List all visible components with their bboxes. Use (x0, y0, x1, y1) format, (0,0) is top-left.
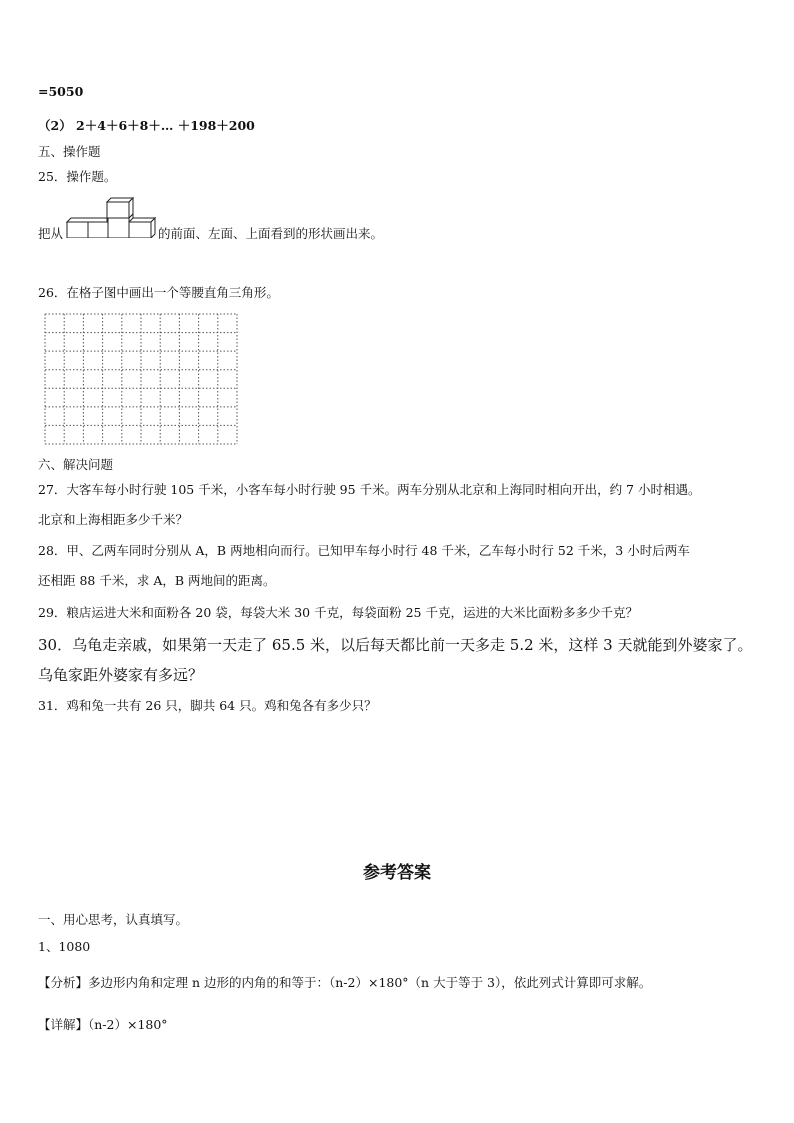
question-25-text-start: 把从 (38, 226, 64, 241)
cube-stack-figure (66, 192, 158, 238)
question-25-text-end: 的前面、左面、上面看到的形状画出来。 (158, 226, 384, 241)
sum-expression: （2） 2＋4＋6＋8＋… ＋198＋200 (38, 118, 255, 133)
section-heading-operation: 五、操作题 (38, 144, 101, 159)
answers-section-heading: 一、用心思考，认真填写。 (38, 912, 189, 927)
question-28: 28．甲、乙两车同时分别从 A，B 两地相向而行。已知甲车每小时行 48 千米，乙车每小时行 52 千米，3 小时后两车 (38, 543, 690, 558)
section-heading-problems: 六、解决问题 (38, 457, 114, 472)
question-26: 26．在格子图中画出一个等腰直角三角形。 (38, 285, 279, 300)
answer-1-analysis: 【分析】多边形内角和定理 n 边形的内角的和等于：（n-2）×180°（n 大于等于 3），依此列式计算即可求解。 (38, 975, 652, 990)
answer-1-detail: 【详解】（n-2）×180° (38, 1017, 168, 1032)
question-27: 27．大客车每小时行驶 105 千米，小客车每小时行驶 95 千米。两车分别从北京和上海同时相向开出，约 7 小时相遇。 (38, 482, 701, 497)
answers-title: 参考答案 (363, 863, 431, 883)
question-25: 25．操作题。 (38, 169, 117, 184)
question-28-continued: 还相距 88 千米，求 A，B 两地间的距离。 (38, 573, 276, 588)
question-30-continued: 乌龟家距外婆家有多远？ (38, 666, 204, 684)
answer-1: 1、1080 (38, 939, 91, 954)
question-31: 31．鸡和兔一共有 26 只，脚共 64 只。鸡和兔各有多少只？ (38, 698, 377, 713)
question-30: 30．乌龟走亲戚，如果第一天走了 65.5 米，以后每天都比前一天多走 5.2 米，这样 3 天就能到外婆家了。 (38, 636, 753, 654)
dot-grid[interactable] (44, 313, 238, 445)
question-29: 29．粮店运进大米和面粉各 20 袋，每袋大米 30 千克，每袋面粉 25 千克，运进的大米比面粉多多少千克？ (38, 605, 638, 620)
question-27-continued: 北京和上海相距多少千米？ (38, 512, 189, 527)
equation-result: =5050 (38, 84, 84, 99)
